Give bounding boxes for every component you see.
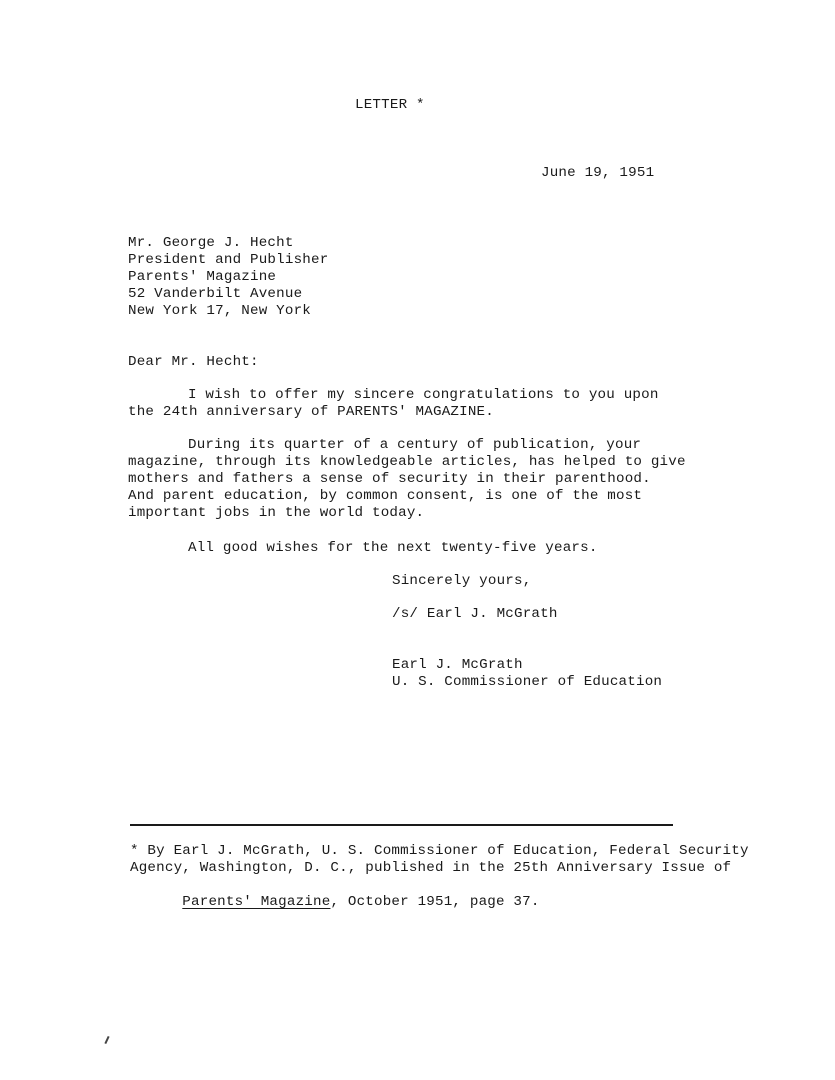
body-line: During its quarter of a century of publication, your [188,437,642,453]
footnote-citation: , October 1951, page 37. [330,894,540,910]
body-line: magazine, through its knowledgeable articles, has helped to give [128,454,686,470]
body-line: the 24th anniversary of PARENTS' MAGAZINE. [128,404,494,420]
signer-title: U. S. Commissioner of Education [392,674,663,690]
signature-line: /s/ Earl J. McGrath [392,606,558,622]
paragraph-3: All good wishes for the next twenty-five years. [188,540,598,556]
body-line: mothers and fathers a sense of security in their parenthood. [128,471,651,487]
address-line: Parents' Magazine [128,269,277,285]
body-line: And parent education, by common consent, is one of the most [128,488,643,504]
body-line: important jobs in the world today. [128,505,425,521]
stray-mark [104,1036,109,1044]
address-line: President and Publisher [128,252,329,268]
footnote-line: * By Earl J. McGrath, U. S. Commissioner of Education, Federal Security [130,843,749,859]
footnote-line [130,877,540,928]
footnote-divider [130,824,673,826]
publication-title: Parents' Magazine [182,894,331,910]
salutation: Dear Mr. Hecht: [128,354,259,370]
footnote-line: Agency, Washington, D. C., published in the 25th Anniversary Issue of [130,860,732,876]
letter-heading: LETTER * [355,97,425,113]
letter-date: June 19, 1951 [541,165,655,181]
address-line: 52 Vanderbilt Avenue [128,286,303,302]
address-line: Mr. George J. Hecht [128,235,294,251]
complimentary-close: Sincerely yours, [392,573,532,589]
signer-name: Earl J. McGrath [392,657,523,673]
address-line: New York 17, New York [128,303,311,319]
body-line: I wish to offer my sincere congratulations to you upon [188,387,659,403]
